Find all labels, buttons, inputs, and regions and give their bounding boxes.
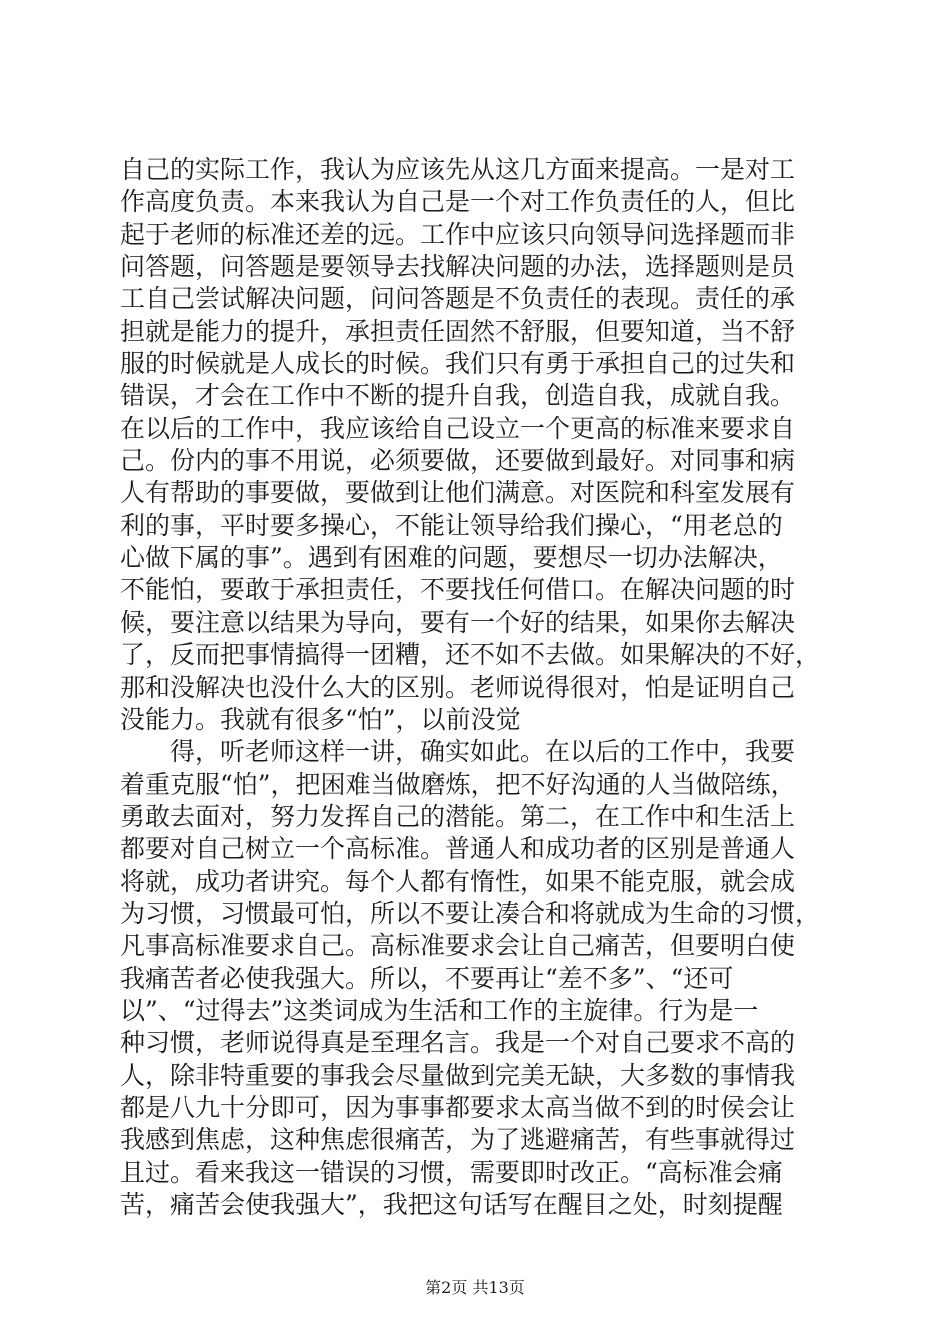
text-line: 己。份内的事不用说，必须要做，还要做到最好。对同事和病 bbox=[120, 446, 796, 476]
text-line: 心做下属的事”。遇到有困难的问题，要想尽一切办法解决， bbox=[120, 543, 783, 573]
text-line: 我感到焦虑，这种焦虑很痛苦，为了逃避痛苦，有些事就得过 bbox=[120, 1125, 796, 1155]
text-line: 且过。看来我这一错误的习惯，需要即时改正。“高标准会痛 bbox=[120, 1157, 783, 1187]
text-line: 服的时候就是人成长的时候。我们只有勇于承担自己的过失和 bbox=[120, 349, 796, 379]
text-line: 没能力。我就有很多“怕”，以前没觉 bbox=[120, 704, 521, 734]
text-line: 苦，痛苦会使我强大”，我把这句话写在醒目之处，时刻提醒 bbox=[120, 1190, 783, 1219]
page-footer: 第2页 共13页 bbox=[425, 1278, 525, 1297]
text-line: 人有帮助的事要做，要做到让他们满意。对医院和科室发展有 bbox=[120, 478, 796, 508]
text-line: 得，听老师这样一讲，确实如此。在以后的工作中，我要 bbox=[120, 737, 796, 767]
text-line: 将就，成功者讲究。每个人都有惰性，如果不能克服，就会成 bbox=[120, 866, 796, 896]
text-line: 不能怕，要敢于承担责任，不要找任何借口。在解决问题的时 bbox=[120, 575, 796, 605]
text-line: 种习惯，老师说得真是至理名言。我是一个对自己要求不高的 bbox=[120, 1028, 796, 1058]
text-line: 都要对自己树立一个高标准。普通人和成功者的区别是普通人 bbox=[120, 834, 796, 864]
text-line: 自己的实际工作，我认为应该先从这几方面来提高。一是对工 bbox=[120, 155, 796, 184]
text-line: 担就是能力的提升，承担责任固然不舒服，但要知道，当不舒 bbox=[120, 316, 796, 346]
text-line: 起于老师的标准还差的远。工作中应该只向领导问选择题而非 bbox=[120, 219, 796, 249]
text-line: 我痛苦者必使我强大。所以，不要再让“差不多”、“还可 bbox=[120, 963, 734, 993]
text-line: 利的事，平时要多操心，不能让领导给我们操心，“用老总的 bbox=[120, 510, 783, 540]
text-line: 以”、“过得去”这类词成为生活和工作的主旋律。行为是一 bbox=[120, 995, 759, 1025]
text-line: 凡事高标准要求自己。高标准要求会让自己痛苦，但要明白使 bbox=[120, 931, 796, 961]
text-line: 着重克服“怕”，把困难当做磨炼，把不好沟通的人当做陪练， bbox=[120, 769, 796, 799]
text-line: 都是八九十分即可，因为事事都要求太高当做不到的时侯会让 bbox=[120, 1092, 796, 1122]
text-line: 错误，才会在工作中不断的提升自我，创造自我，成就自我。 bbox=[120, 381, 796, 411]
text-line: 勇敢去面对，努力发挥自己的潜能。第二，在工作中和生活上 bbox=[120, 801, 796, 831]
text-line: 人，除非特重要的事我会尽量做到完美无缺，大多数的事情我 bbox=[120, 1060, 796, 1090]
text-line: 候，要注意以结果为导向，要有一个好的结果，如果你去解决 bbox=[120, 607, 796, 637]
text-line: 作高度负责。本来我认为自己是一个对工作负责任的人，但比 bbox=[120, 187, 796, 217]
body-text bbox=[120, 154, 840, 1221]
text-line: 问答题，问答题是要领导去找解决问题的办法，选择题则是员 bbox=[120, 252, 796, 282]
text-line: 工自己尝试解决问题，问问答题是不负责任的表现。责任的承 bbox=[120, 284, 796, 314]
text-line: 那和没解决也没什么大的区别。老师说得很对，怕是证明自己 bbox=[120, 672, 796, 702]
text-line: 在以后的工作中，我应该给自己设立一个更高的标准来要求自 bbox=[120, 413, 796, 443]
text-line: 了，反而把事情搞得一团糟，还不如不去做。如果解决的不好， bbox=[120, 640, 821, 670]
text-line: 为习惯，习惯最可怕，所以不要让凑合和将就成为生命的习惯， bbox=[120, 898, 821, 928]
